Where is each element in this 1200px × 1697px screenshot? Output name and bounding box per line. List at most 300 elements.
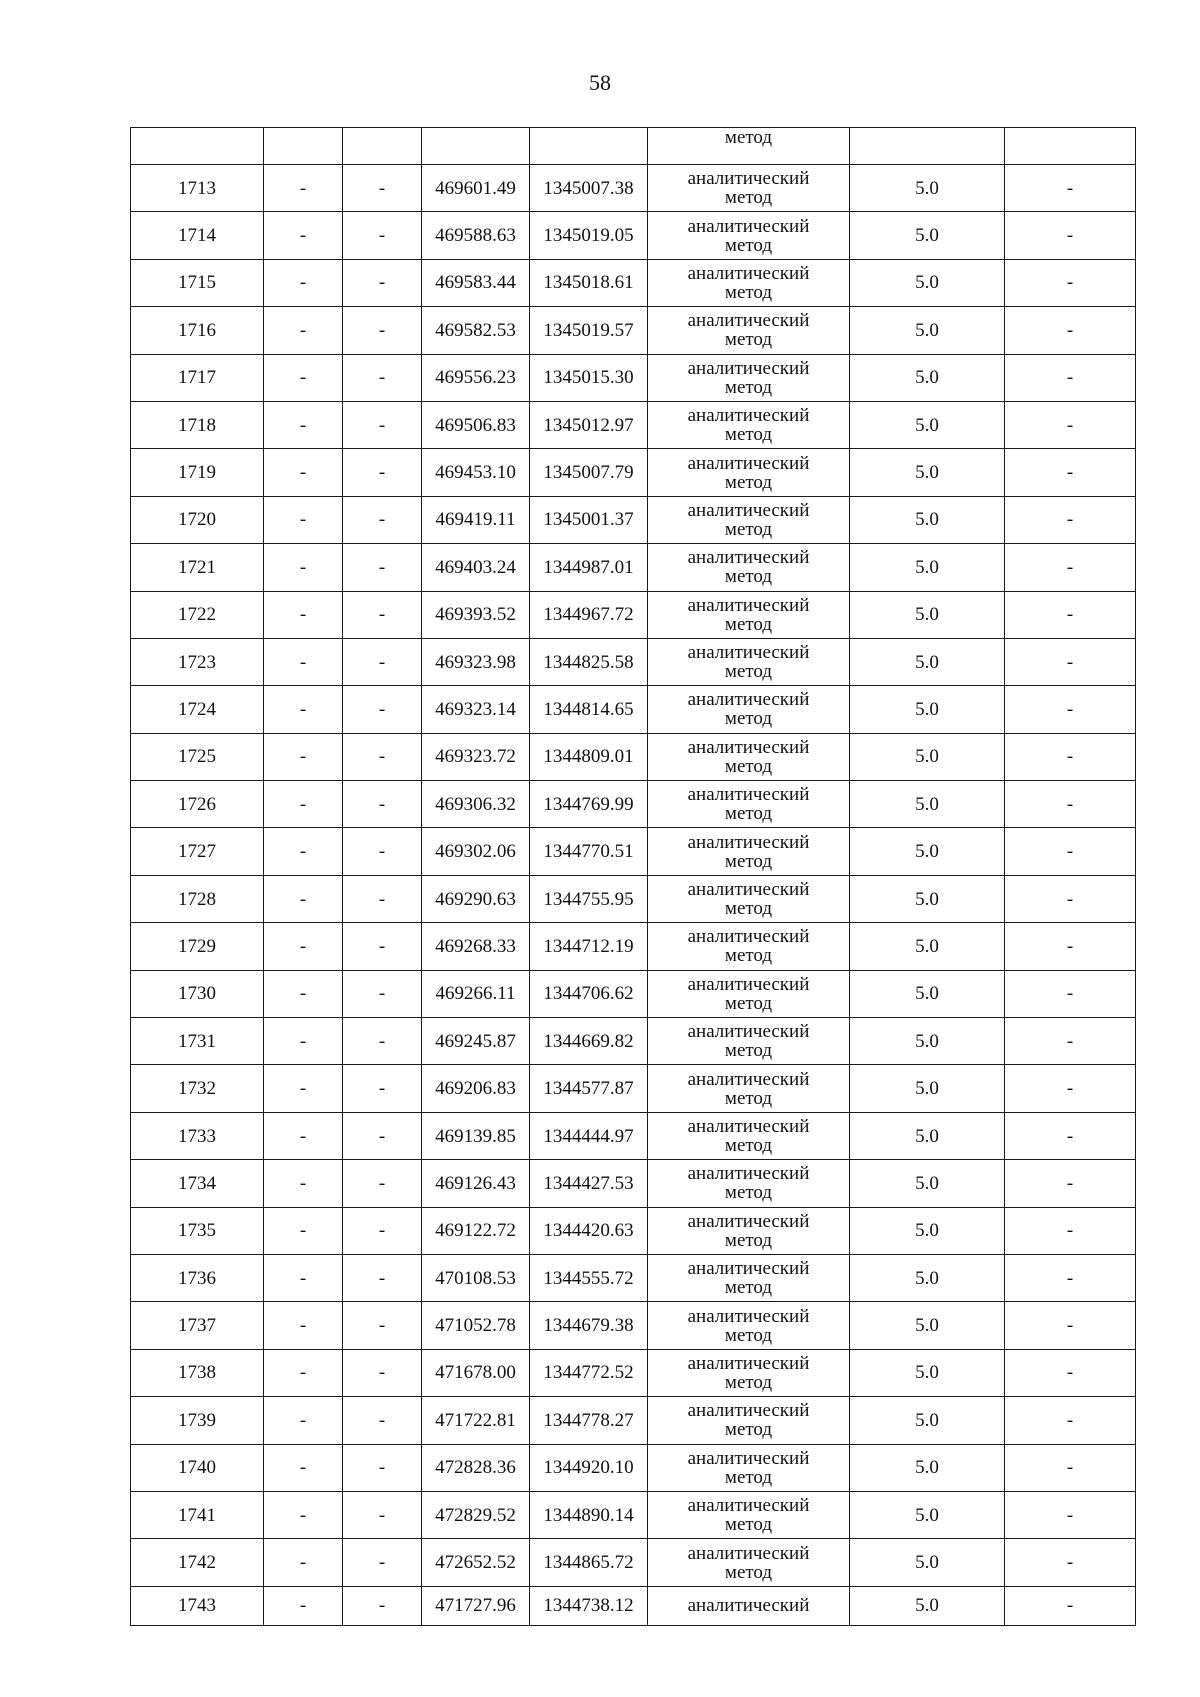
cell-x-coordinate: 469290.63 — [422, 875, 530, 922]
cell-empty — [422, 128, 530, 165]
cell-dash: - — [343, 1349, 422, 1396]
method-word: аналитический — [687, 1163, 810, 1185]
cell-dash: - — [343, 1160, 422, 1207]
cell-x-coordinate: 469266.11 — [422, 970, 530, 1017]
cell-empty — [343, 128, 422, 165]
cell-dash: - — [264, 1539, 343, 1586]
cell-dash: - — [264, 1160, 343, 1207]
cell-x-coordinate: 469582.53 — [422, 307, 530, 354]
cell-point-number: 1724 — [131, 686, 264, 733]
cell-accuracy: 5.0 — [850, 828, 1005, 875]
cell-point-number: 1721 — [131, 544, 264, 591]
method-word: метод — [724, 281, 773, 303]
cell-y-coordinate: 1344890.14 — [530, 1491, 648, 1538]
cell-point-number: 1740 — [131, 1444, 264, 1491]
cell-dash: - — [264, 875, 343, 922]
table-row — [131, 1349, 1136, 1396]
cell-dash: - — [1005, 828, 1136, 875]
method-word: метод — [724, 613, 773, 635]
cell-accuracy: 5.0 — [850, 1302, 1005, 1349]
cell-x-coordinate: 469323.14 — [422, 686, 530, 733]
cell-x-coordinate: 472652.52 — [422, 1539, 530, 1586]
cell-dash: - — [264, 923, 343, 970]
cell-accuracy: 5.0 — [850, 1349, 1005, 1396]
cell-point-number: 1736 — [131, 1254, 264, 1301]
cell-accuracy: 5.0 — [850, 733, 1005, 780]
cell-x-coordinate: 469601.49 — [422, 165, 530, 212]
cell-dash: - — [1005, 1112, 1136, 1159]
cell-point-number: 1741 — [131, 1491, 264, 1538]
cell-dash: - — [343, 875, 422, 922]
cell-y-coordinate: 1345007.79 — [530, 449, 648, 496]
cell-empty — [530, 128, 648, 165]
cell-method — [648, 259, 850, 306]
cell-dash: - — [1005, 875, 1136, 922]
cell-y-coordinate: 1344669.82 — [530, 1018, 648, 1065]
method-word: метод — [724, 898, 773, 920]
cell-y-coordinate: 1344967.72 — [530, 591, 648, 638]
cell-dash: - — [343, 733, 422, 780]
cell-dash: - — [264, 259, 343, 306]
table-row — [131, 1586, 1136, 1625]
cell-point-number: 1738 — [131, 1349, 264, 1396]
cell-dash: - — [1005, 733, 1136, 780]
cell-y-coordinate: 1344577.87 — [530, 1065, 648, 1112]
cell-point-number: 1727 — [131, 828, 264, 875]
table-row — [131, 1160, 1136, 1207]
cell-dash: - — [343, 1302, 422, 1349]
cell-dash: - — [343, 828, 422, 875]
cell-dash: - — [264, 165, 343, 212]
cell-accuracy: 5.0 — [850, 354, 1005, 401]
cell-method — [648, 212, 850, 259]
cell-method — [648, 1018, 850, 1065]
table-row — [131, 1491, 1136, 1538]
table-row — [131, 165, 1136, 212]
method-word: метод — [724, 329, 773, 351]
table-row — [131, 1444, 1136, 1491]
cell-accuracy: 5.0 — [850, 544, 1005, 591]
cell-dash: - — [1005, 781, 1136, 828]
cell-accuracy: 5.0 — [850, 1160, 1005, 1207]
method-word: аналитический — [687, 1210, 810, 1232]
cell-accuracy: 5.0 — [850, 638, 1005, 685]
method-word: аналитический — [687, 831, 810, 853]
cell-accuracy: 5.0 — [850, 1207, 1005, 1254]
cell-dash: - — [264, 1207, 343, 1254]
cell-dash: - — [343, 1586, 422, 1625]
method-word: аналитический — [687, 1258, 810, 1280]
cell-dash: - — [1005, 1065, 1136, 1112]
cell-method — [648, 307, 850, 354]
cell-accuracy: 5.0 — [850, 1444, 1005, 1491]
table-row — [131, 212, 1136, 259]
cell-accuracy: 5.0 — [850, 875, 1005, 922]
cell-accuracy: 5.0 — [850, 686, 1005, 733]
cell-point-number: 1732 — [131, 1065, 264, 1112]
cell-method — [648, 1539, 850, 1586]
method-word: метод — [724, 1087, 773, 1109]
cell-dash: - — [1005, 354, 1136, 401]
cell-accuracy: 5.0 — [850, 1254, 1005, 1301]
method-word: метод — [724, 1324, 773, 1346]
cell-point-number: 1743 — [131, 1586, 264, 1625]
table-row — [131, 686, 1136, 733]
cell-point-number: 1728 — [131, 875, 264, 922]
cell-x-coordinate: 469403.24 — [422, 544, 530, 591]
cell-dash: - — [1005, 1586, 1136, 1625]
cell-dash: - — [1005, 638, 1136, 685]
cell-x-coordinate: 472828.36 — [422, 1444, 530, 1491]
cell-point-number: 1718 — [131, 401, 264, 448]
table-row — [131, 638, 1136, 685]
method-word: аналитический — [687, 1021, 810, 1043]
cell-y-coordinate: 1344865.72 — [530, 1539, 648, 1586]
cell-y-coordinate: 1344420.63 — [530, 1207, 648, 1254]
method-word: аналитический — [687, 642, 810, 664]
cell-dash: - — [1005, 1397, 1136, 1444]
table-row — [131, 1018, 1136, 1065]
cell-empty — [1005, 128, 1136, 165]
cell-y-coordinate: 1345019.05 — [530, 212, 648, 259]
cell-dash: - — [343, 591, 422, 638]
cell-dash: - — [343, 544, 422, 591]
continuation-row — [131, 128, 1136, 165]
method-word: аналитический — [687, 1400, 810, 1422]
method-word: аналитический — [687, 1447, 810, 1469]
cell-dash: - — [1005, 307, 1136, 354]
cell-dash: - — [1005, 1160, 1136, 1207]
cell-y-coordinate: 1344825.58 — [530, 638, 648, 685]
table-row — [131, 544, 1136, 591]
cell-x-coordinate: 469268.33 — [422, 923, 530, 970]
cell-dash: - — [1005, 1349, 1136, 1396]
cell-method — [648, 1160, 850, 1207]
cell-dash: - — [1005, 1302, 1136, 1349]
cell-y-coordinate: 1344444.97 — [530, 1112, 648, 1159]
cell-dash: - — [264, 828, 343, 875]
cell-x-coordinate: 471722.81 — [422, 1397, 530, 1444]
cell-point-number: 1737 — [131, 1302, 264, 1349]
method-word: метод — [724, 1040, 773, 1062]
cell-dash: - — [343, 638, 422, 685]
method-word: метод — [724, 1561, 773, 1583]
cell-x-coordinate: 469122.72 — [422, 1207, 530, 1254]
coordinates-table — [130, 127, 1136, 1626]
method-word: аналитический — [687, 262, 810, 284]
table-row — [131, 875, 1136, 922]
cell-x-coordinate: 470108.53 — [422, 1254, 530, 1301]
cell-point-number: 1726 — [131, 781, 264, 828]
method-word: аналитический — [687, 1116, 810, 1137]
cell-dash: - — [264, 544, 343, 591]
cell-x-coordinate: 469419.11 — [422, 496, 530, 543]
method-word: метод — [724, 661, 773, 683]
method-word: метод — [724, 755, 773, 777]
method-word: метод — [724, 518, 773, 540]
cell-dash: - — [343, 1018, 422, 1065]
cell-dash: - — [264, 307, 343, 354]
cell-dash: - — [343, 970, 422, 1017]
method-word: метод — [724, 945, 773, 967]
table-row — [131, 923, 1136, 970]
cell-point-number: 1725 — [131, 733, 264, 780]
cell-accuracy: 5.0 — [850, 165, 1005, 212]
cell-y-coordinate: 1344769.99 — [530, 781, 648, 828]
cell-dash: - — [1005, 686, 1136, 733]
cell-dash: - — [343, 1065, 422, 1112]
table-row — [131, 449, 1136, 496]
cell-dash: - — [264, 1397, 343, 1444]
cell-method — [648, 1491, 850, 1538]
cell-y-coordinate: 1344814.65 — [530, 686, 648, 733]
cell-dash: - — [343, 1254, 422, 1301]
cell-method — [648, 1207, 850, 1254]
table-row — [131, 259, 1136, 306]
table-row — [131, 1302, 1136, 1349]
cell-dash: - — [264, 1586, 343, 1625]
method-word: аналитический — [687, 357, 810, 379]
cell-point-number: 1719 — [131, 449, 264, 496]
cell-dash: - — [343, 1444, 422, 1491]
cell-accuracy: 5.0 — [850, 1586, 1005, 1625]
cell-dash: - — [264, 1065, 343, 1112]
method-word: аналитический — [687, 1068, 810, 1090]
method-word: аналитический — [687, 1495, 810, 1517]
method-word: метод — [724, 803, 773, 825]
cell-method — [648, 970, 850, 1017]
cell-method — [648, 1112, 850, 1159]
cell-accuracy: 5.0 — [850, 970, 1005, 1017]
cell-dash: - — [343, 1539, 422, 1586]
cell-dash: - — [343, 1207, 422, 1254]
cell-point-number: 1716 — [131, 307, 264, 354]
cell-accuracy: 5.0 — [850, 923, 1005, 970]
cell-method — [648, 1349, 850, 1396]
method-word: метод — [724, 850, 773, 872]
cell-dash: - — [1005, 1018, 1136, 1065]
cell-dash: - — [264, 733, 343, 780]
cell-dash: - — [1005, 591, 1136, 638]
cell-dash: - — [264, 212, 343, 259]
cell-method — [648, 354, 850, 401]
method-word: аналитический — [687, 736, 810, 758]
cell-method — [648, 401, 850, 448]
cell-x-coordinate: 469588.63 — [422, 212, 530, 259]
cell-x-coordinate: 471052.78 — [422, 1302, 530, 1349]
cell-accuracy: 5.0 — [850, 781, 1005, 828]
cell-method — [648, 781, 850, 828]
method-word: аналитический — [687, 310, 810, 332]
cell-x-coordinate: 471727.96 — [422, 1586, 530, 1625]
cell-x-coordinate: 469302.06 — [422, 828, 530, 875]
cell-dash: - — [1005, 165, 1136, 212]
cell-y-coordinate: 1345001.37 — [530, 496, 648, 543]
table-row — [131, 1254, 1136, 1301]
cell-point-number: 1713 — [131, 165, 264, 212]
cell-accuracy: 5.0 — [850, 591, 1005, 638]
method-word: аналитический — [687, 405, 810, 427]
cell-dash: - — [264, 1444, 343, 1491]
cell-y-coordinate: 1345007.38 — [530, 165, 648, 212]
cell-y-coordinate: 1344427.53 — [530, 1160, 648, 1207]
method-word: метод — [724, 1277, 773, 1299]
cell-point-number: 1723 — [131, 638, 264, 685]
table-row — [131, 733, 1136, 780]
method-word: аналитический — [687, 215, 810, 237]
cell-x-coordinate: 469453.10 — [422, 449, 530, 496]
cell-dash: - — [264, 1302, 343, 1349]
cell-accuracy: 5.0 — [850, 1065, 1005, 1112]
cell-point-number: 1717 — [131, 354, 264, 401]
cell-y-coordinate: 1345019.57 — [530, 307, 648, 354]
cell-dash: - — [1005, 212, 1136, 259]
cell-dash: - — [343, 259, 422, 306]
cell-x-coordinate: 472829.52 — [422, 1491, 530, 1538]
cell-dash: - — [264, 1018, 343, 1065]
cell-point-number: 1714 — [131, 212, 264, 259]
method-word: аналитический — [687, 547, 810, 569]
cell-dash: - — [1005, 1491, 1136, 1538]
cell-method — [648, 165, 850, 212]
cell-dash: - — [1005, 923, 1136, 970]
method-word: метод — [724, 1419, 773, 1441]
cell-y-coordinate: 1344987.01 — [530, 544, 648, 591]
method-word: аналитический — [687, 973, 810, 995]
cell-dash: - — [343, 1397, 422, 1444]
table-body — [131, 128, 1136, 1626]
cell-accuracy: 5.0 — [850, 1397, 1005, 1444]
cell-dash: - — [264, 1254, 343, 1301]
cell-point-number: 1742 — [131, 1539, 264, 1586]
cell-dash: - — [1005, 544, 1136, 591]
table-row — [131, 828, 1136, 875]
cell-method — [648, 449, 850, 496]
cell-empty — [131, 128, 264, 165]
method-word: аналитический — [687, 168, 810, 190]
cell-dash: - — [343, 1491, 422, 1538]
cell-x-coordinate: 469323.72 — [422, 733, 530, 780]
cell-accuracy: 5.0 — [850, 496, 1005, 543]
table-row — [131, 1112, 1136, 1159]
cell-x-coordinate: 469323.98 — [422, 638, 530, 685]
method-word: аналитический — [687, 926, 810, 948]
method-word: метод — [724, 1371, 773, 1393]
cell-dash: - — [343, 686, 422, 733]
cell-y-coordinate: 1345012.97 — [530, 401, 648, 448]
cell-y-coordinate: 1345015.30 — [530, 354, 648, 401]
cell-empty — [850, 128, 1005, 165]
cell-x-coordinate: 469126.43 — [422, 1160, 530, 1207]
cell-method — [648, 686, 850, 733]
cell-dash: - — [264, 591, 343, 638]
cell-x-coordinate: 469245.87 — [422, 1018, 530, 1065]
cell-x-coordinate: 469583.44 — [422, 259, 530, 306]
cell-method — [648, 496, 850, 543]
cell-dash: - — [264, 496, 343, 543]
cell-point-number: 1734 — [131, 1160, 264, 1207]
cell-dash: - — [1005, 1444, 1136, 1491]
cell-dash: - — [343, 354, 422, 401]
cell-point-number: 1722 — [131, 591, 264, 638]
method-word: аналитический — [687, 879, 810, 901]
cell-accuracy: 5.0 — [850, 259, 1005, 306]
cell-method — [648, 923, 850, 970]
cell-dash: - — [343, 1112, 422, 1159]
cell-method — [648, 1302, 850, 1349]
method-word: аналитический — [687, 784, 810, 806]
table-row — [131, 970, 1136, 1017]
cell-accuracy: 5.0 — [850, 449, 1005, 496]
cell-dash: - — [1005, 1207, 1136, 1254]
cell-dash: - — [1005, 259, 1136, 306]
method-word: аналитический — [687, 1352, 810, 1374]
method-word: метод — [724, 1514, 773, 1536]
cell-dash: - — [343, 449, 422, 496]
cell-dash: - — [264, 1491, 343, 1538]
table-row — [131, 1065, 1136, 1112]
cell-accuracy: 5.0 — [850, 1018, 1005, 1065]
cell-y-coordinate: 1344920.10 — [530, 1444, 648, 1491]
cell-y-coordinate: 1344679.38 — [530, 1302, 648, 1349]
cell-dash: - — [264, 1349, 343, 1396]
cell-x-coordinate: 469139.85 — [422, 1112, 530, 1159]
cell-dash: - — [1005, 401, 1136, 448]
cell-y-coordinate: 1344778.27 — [530, 1397, 648, 1444]
method-word: метод — [724, 992, 773, 1014]
cell-point-number: 1715 — [131, 259, 264, 306]
cell-accuracy: 5.0 — [850, 307, 1005, 354]
cell-y-coordinate: 1344712.19 — [530, 923, 648, 970]
table-row — [131, 1539, 1136, 1586]
cell-accuracy: 5.0 — [850, 212, 1005, 259]
cell-method — [648, 1065, 850, 1112]
table-row — [131, 401, 1136, 448]
method-word: метод — [724, 234, 773, 256]
method-word: аналитический — [687, 1305, 810, 1327]
method-word: метод — [724, 1466, 773, 1488]
cell-point-number: 1731 — [131, 1018, 264, 1065]
cell-point-number: 1735 — [131, 1207, 264, 1254]
cell-dash: - — [264, 1112, 343, 1159]
cell-method — [648, 128, 850, 165]
cell-dash: - — [343, 781, 422, 828]
cell-dash: - — [264, 354, 343, 401]
cell-point-number: 1729 — [131, 923, 264, 970]
cell-dash: - — [1005, 1539, 1136, 1586]
method-word: метод — [724, 471, 773, 493]
cell-y-coordinate: 1345018.61 — [530, 259, 648, 306]
page-number: 58 — [589, 70, 611, 95]
cell-method — [648, 638, 850, 685]
table-row — [131, 781, 1136, 828]
cell-method — [648, 1444, 850, 1491]
cell-point-number: 1720 — [131, 496, 264, 543]
cell-dash: - — [264, 686, 343, 733]
cell-dash: - — [343, 401, 422, 448]
cell-y-coordinate: 1344555.72 — [530, 1254, 648, 1301]
method-word: метод — [724, 424, 773, 446]
cell-dash: - — [1005, 449, 1136, 496]
method-word: метод — [724, 376, 773, 398]
cell-dash: - — [343, 923, 422, 970]
table-row — [131, 1207, 1136, 1254]
cell-dash: - — [1005, 1254, 1136, 1301]
method-word: метод — [724, 708, 773, 730]
cell-accuracy: 5.0 — [850, 1112, 1005, 1159]
cell-accuracy: 5.0 — [850, 401, 1005, 448]
cell-x-coordinate: 469306.32 — [422, 781, 530, 828]
